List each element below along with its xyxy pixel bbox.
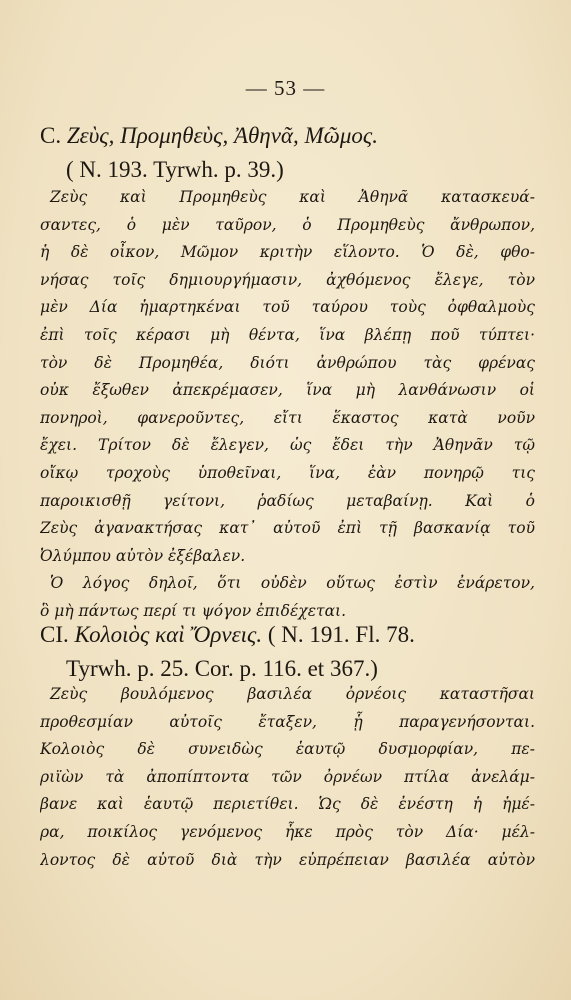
fable-title: Κολοιὸς καὶ Ὄρνεις.	[74, 622, 263, 647]
text-line: οἴκῳ τροχοὺς ὑποθεῖναι, ἵνα, ἐὰν πονηρῷ τις	[40, 463, 535, 482]
fable-reference: Tyrwh. p. 25. Cor. p. 116. et 367.)	[66, 656, 378, 681]
text-line: νήσας τοῖς δημιουργήμασιν, ἀχθόμενος ἔλεγε, τὸν	[40, 270, 535, 289]
text-line: ἐπὶ τοῖς κέρασι μὴ θέντα, ἵνα βλέπῃ ποῦ τύπτει·	[40, 325, 535, 344]
moral-line: ὃ μὴ πάντως περί τι ψόγον ἐπιδέχεται.	[40, 601, 347, 620]
text-line: μὲν Δία ἡμαρτηκέναι τοῦ ταύρου τοὺς ὀφθαλμοὺς	[40, 298, 535, 317]
fable-c-text	[40, 184, 535, 626]
fable-number: CI.	[40, 622, 69, 647]
text-line: παροικισθῇ γείτονι, ῥαδίως μεταβαίνῃ. Καὶ ὁ	[40, 491, 535, 510]
moral-line: Ὁ λόγος δηλοῖ, ὅτι οὐδὲν οὕτως ἐστὶν ἐνάρετον,	[50, 574, 535, 593]
fable-number: C.	[40, 123, 62, 148]
text-line: πονηροὶ, φανεροῦντες, εἴτι ἕκαστος κατὰ νοῦν	[40, 408, 535, 427]
text-line: ριϊὼν τὰ ἀποπίπτοντα τῶν ὀρνέων πτίλα ἀνελάμ-	[40, 767, 535, 786]
text-line: Ὀλύμπου αὐτὸν ἐξέβαλεν.	[40, 546, 246, 565]
text-line: προθεσμίαν αὐτοῖς ἔταξεν, ᾗ παραγενήσονται.	[40, 712, 535, 731]
text-line: ἔχει. Τρίτον δὲ ἔλεγεν, ὡς ἔδει τὴν Ἀθηνᾶν τῷ	[40, 436, 535, 455]
text-line: λοντος δὲ αὐτοῦ διὰ τὴν εὐπρέπειαν βασιλέα αὐτὸν	[40, 850, 535, 869]
fable-ci-heading	[40, 618, 540, 686]
fable-reference: ( N. 191. Fl. 78.	[267, 622, 415, 647]
text-line: τὸν δὲ Προμηθέα, διότι ἀνθρώπου τὰς φρένας	[40, 353, 535, 372]
fable-c-heading	[40, 119, 540, 187]
fable-title: Ζεὺς, Προμηθεὺς, Ἀθηνᾶ, Μῶμος.	[66, 123, 379, 148]
fable-reference: ( N. 193. Tyrwh. p. 39.)	[66, 157, 284, 182]
text-line: βανε καὶ ἑαυτῷ περιετίθει. Ὡς δὲ ἐνέστη ἡ ἡμέ-	[40, 795, 535, 814]
text-line: Κολοιὸς δὲ συνειδὼς ἑαυτῷ δυσμορφίαν, πε-	[40, 740, 535, 759]
text-line: σαντες, ὁ μὲν ταῦρον, ὁ Προμηθεὺς ἄνθρωπον,	[40, 215, 535, 234]
text-line: Ζεὺς βουλόμενος βασιλέα ὀρνέοις καταστῆσαι	[50, 685, 535, 703]
text-line: ρα, ποικίλος γενόμενος ἧκε πρὸς τὸν Δία· μέλ-	[40, 822, 535, 841]
text-line: Ζεὺς ἀγανακτήσας κατ᾽ αὐτοῦ ἐπὶ τῇ βασκανίᾳ τοῦ	[40, 519, 535, 538]
text-line: οὐκ ἔξωθεν ἀπεκρέμασεν, ἵνα μὴ λανθάνωσιν οἱ	[40, 381, 535, 400]
page-number: — 53 —	[245, 76, 326, 100]
fable-ci-text	[40, 681, 535, 874]
text-line: ἡ δὲ οἶκον, Μῶμον κριτὴν εἵλοντο. Ὁ δὲ, φθο-	[40, 243, 535, 262]
text-line: Ζεὺς καὶ Προμηθεὺς καὶ Ἀθηνᾶ κατασκευά-	[50, 188, 535, 206]
